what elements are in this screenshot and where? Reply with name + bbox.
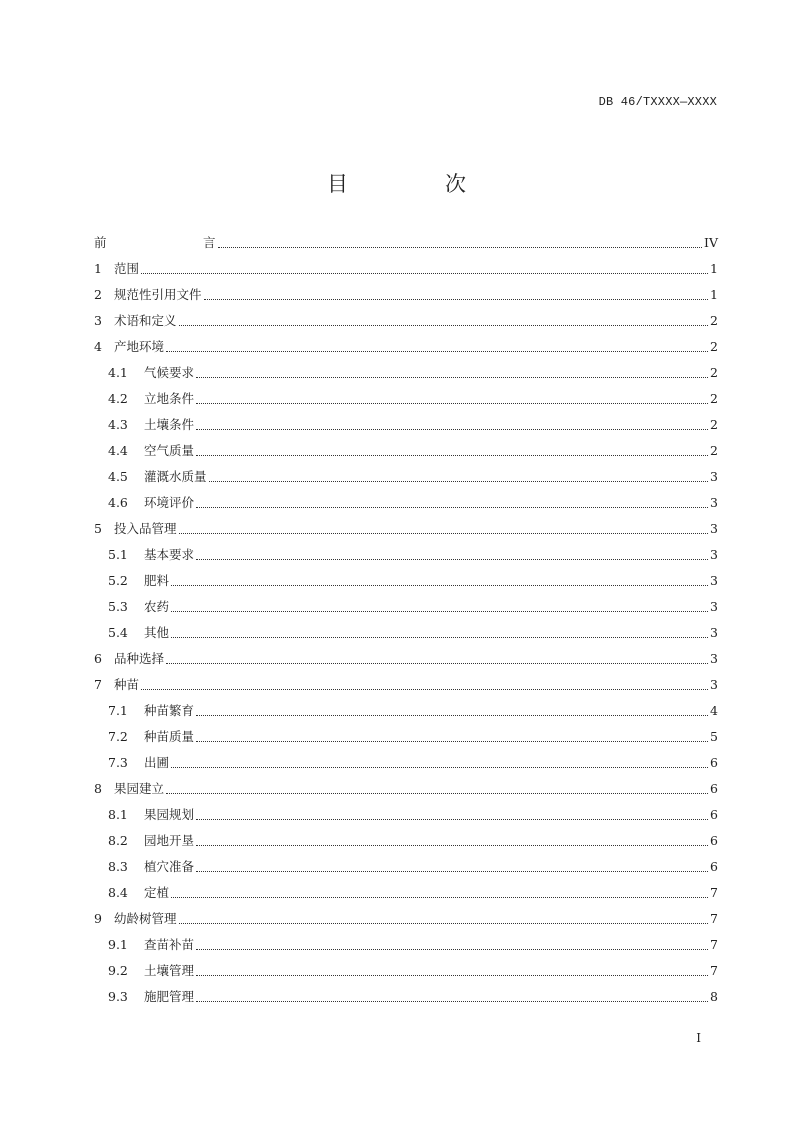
toc-entry[interactable] (94, 256, 718, 282)
toc-entry[interactable] (94, 308, 718, 334)
toc-entry-page: 6 (710, 833, 718, 848)
dot-leader (196, 740, 708, 742)
toc-entry-number: 9.2 (108, 963, 128, 978)
toc-entry[interactable] (94, 932, 718, 958)
toc-entry-label: 种苗繁育 (144, 703, 195, 718)
dot-leader (196, 948, 708, 950)
toc-entry-number: 8.3 (108, 859, 128, 874)
toc-entry-page: 7 (710, 911, 718, 926)
dot-leader (141, 688, 708, 690)
toc-entry-number: 1 (94, 261, 102, 276)
toc-entry-label: 品种选择 (114, 651, 165, 666)
toc-entry-page: 5 (710, 729, 718, 744)
toc-entry-number: 3 (94, 313, 102, 328)
toc-entry-label: 肥料 (144, 573, 170, 588)
toc-entry[interactable] (94, 698, 718, 724)
dot-leader (196, 402, 708, 404)
toc-entry-label: 其他 (144, 625, 170, 640)
standard-code: DB 46/TXXXX—XXXX (598, 95, 717, 109)
toc-entry-number: 4.5 (108, 469, 128, 484)
toc-entry-page: IV (704, 235, 718, 250)
toc-entry-label: 土壤管理 (144, 963, 195, 978)
toc-entry-page: 7 (710, 885, 718, 900)
toc-entry-number: 9.3 (108, 989, 128, 1004)
toc-entry-label: 灌溉水质量 (144, 469, 207, 484)
dot-leader (196, 428, 708, 430)
toc-entry-page: 6 (710, 755, 718, 770)
toc-entry-page: 2 (710, 417, 718, 432)
dot-leader (179, 324, 709, 326)
toc-entry[interactable] (94, 334, 718, 360)
toc-entry-number: 4.2 (108, 391, 128, 406)
toc-entry[interactable] (94, 438, 718, 464)
toc-entry-label: 种苗 (114, 677, 140, 692)
toc-entry-page: 4 (710, 703, 718, 718)
toc-entry-label: 果园建立 (114, 781, 165, 796)
toc-entry-label: 基本要求 (144, 547, 195, 562)
toc-entry[interactable] (94, 594, 718, 620)
table-of-contents (94, 230, 718, 1010)
dot-leader (196, 870, 708, 872)
toc-entry[interactable] (94, 984, 718, 1010)
toc-entry-number: 4.6 (108, 495, 128, 510)
toc-entry-label: 园地开垦 (144, 833, 195, 848)
toc-entry-label: 规范性引用文件 (114, 287, 202, 302)
toc-entry-page: 6 (710, 859, 718, 874)
toc-entry-label: 范围 (114, 261, 140, 276)
toc-entry-label: 投入品管理 (114, 521, 177, 536)
toc-entry-page: 2 (710, 313, 718, 328)
toc-entry-number: 7.3 (108, 755, 128, 770)
toc-entry[interactable] (94, 724, 718, 750)
toc-entry-label: 产地环境 (114, 339, 165, 354)
toc-entry[interactable] (94, 802, 718, 828)
toc-entry[interactable] (94, 386, 718, 412)
toc-entry[interactable] (94, 412, 718, 438)
toc-entry[interactable] (94, 464, 718, 490)
toc-entry-label: 果园规划 (144, 807, 195, 822)
toc-entry[interactable] (94, 282, 718, 308)
toc-entry[interactable] (94, 568, 718, 594)
dot-leader (166, 350, 708, 352)
dot-leader (166, 662, 708, 664)
toc-entry-page: 2 (710, 443, 718, 458)
dot-leader (171, 766, 708, 768)
toc-entry-page: 3 (710, 677, 718, 692)
dot-leader (209, 480, 709, 482)
toc-entry-number: 4.3 (108, 417, 128, 432)
toc-entry-page: 2 (710, 365, 718, 380)
toc-entry-number: 6 (94, 651, 102, 666)
toc-entry-number: 5.3 (108, 599, 128, 614)
dot-leader (196, 376, 708, 378)
toc-entry-label: 幼龄树管理 (114, 911, 177, 926)
toc-entry[interactable] (94, 880, 718, 906)
toc-entry-page: 6 (710, 781, 718, 796)
toc-entry[interactable] (94, 854, 718, 880)
dot-leader (166, 792, 708, 794)
toc-entry-page: 3 (710, 573, 718, 588)
toc-entry-label: 立地条件 (144, 391, 195, 406)
toc-entry-page: 6 (710, 807, 718, 822)
toc-title: 目 次 (327, 172, 504, 196)
toc-entry[interactable] (94, 958, 718, 984)
toc-entry[interactable] (94, 776, 718, 802)
toc-entry-number: 5.4 (108, 625, 128, 640)
dot-leader (196, 974, 708, 976)
toc-entry[interactable] (94, 672, 718, 698)
dot-leader (141, 272, 708, 274)
dot-leader (179, 532, 709, 534)
toc-entry-number: 8.1 (108, 807, 128, 822)
toc-entry-label: 查苗补苗 (144, 937, 195, 952)
toc-entry-number: 4.1 (108, 365, 128, 380)
toc-entry-label: 土壤条件 (144, 417, 195, 432)
dot-leader (196, 818, 708, 820)
toc-entry-number: 5 (94, 521, 102, 536)
dot-leader (196, 844, 708, 846)
toc-entry-page: 3 (710, 521, 718, 536)
toc-entry[interactable] (94, 542, 718, 568)
toc-entry-label: 术语和定义 (114, 313, 177, 328)
dot-leader (171, 584, 708, 586)
toc-entry[interactable] (94, 490, 718, 516)
toc-entry[interactable] (94, 828, 718, 854)
dot-leader (196, 714, 708, 716)
dot-leader (179, 922, 709, 924)
toc-entry-number: 8 (94, 781, 102, 796)
toc-entry-page: 8 (710, 989, 718, 1004)
toc-entry-page: 3 (710, 547, 718, 562)
dot-leader (171, 610, 708, 612)
toc-entry-number: 5.2 (108, 573, 128, 588)
toc-entry[interactable] (94, 750, 718, 776)
dot-leader (196, 558, 708, 560)
toc-entry-number: 7.1 (108, 703, 128, 718)
dot-leader (218, 246, 703, 248)
toc-entry-label: 植穴准备 (144, 859, 195, 874)
page-number: I (696, 1031, 701, 1045)
dot-leader (196, 506, 708, 508)
toc-entry-label: 前 言 (94, 235, 258, 250)
dot-leader (196, 1000, 708, 1002)
toc-entry-label: 农药 (144, 599, 170, 614)
toc-entry-page: 3 (710, 469, 718, 484)
toc-entry-page: 3 (710, 599, 718, 614)
toc-entry-page: 1 (710, 287, 718, 302)
toc-entry[interactable] (94, 230, 718, 256)
dot-leader (196, 454, 708, 456)
toc-entry-number: 2 (94, 287, 102, 302)
toc-entry[interactable] (94, 360, 718, 386)
toc-entry-label: 定植 (144, 885, 170, 900)
toc-entry-number: 9.1 (108, 937, 128, 952)
toc-entry-number: 5.1 (108, 547, 128, 562)
toc-entry-number: 7.2 (108, 729, 128, 744)
toc-entry-page: 3 (710, 625, 718, 640)
toc-entry-page: 7 (710, 937, 718, 952)
toc-entry-number: 8.4 (108, 885, 128, 900)
toc-entry-number: 9 (94, 911, 102, 926)
toc-entry-page: 3 (710, 495, 718, 510)
toc-entry-number: 4 (94, 339, 102, 354)
toc-entry[interactable] (94, 906, 718, 932)
toc-entry[interactable] (94, 646, 718, 672)
dot-leader (171, 636, 708, 638)
toc-entry[interactable] (94, 516, 718, 542)
toc-entry-page: 1 (710, 261, 718, 276)
toc-entry-page: 2 (710, 339, 718, 354)
toc-entry-label: 出圃 (144, 755, 170, 770)
toc-entry[interactable] (94, 620, 718, 646)
toc-entry-label: 空气质量 (144, 443, 195, 458)
toc-entry-number: 8.2 (108, 833, 128, 848)
toc-entry-label: 施肥管理 (144, 989, 195, 1004)
toc-entry-number: 4.4 (108, 443, 128, 458)
dot-leader (171, 896, 708, 898)
toc-entry-page: 2 (710, 391, 718, 406)
toc-entry-label: 环境评价 (144, 495, 195, 510)
toc-entry-page: 3 (710, 651, 718, 666)
toc-entry-label: 种苗质量 (144, 729, 195, 744)
toc-entry-label: 气候要求 (144, 365, 195, 380)
toc-entry-number: 7 (94, 677, 102, 692)
toc-entry-page: 7 (710, 963, 718, 978)
dot-leader (204, 298, 709, 300)
